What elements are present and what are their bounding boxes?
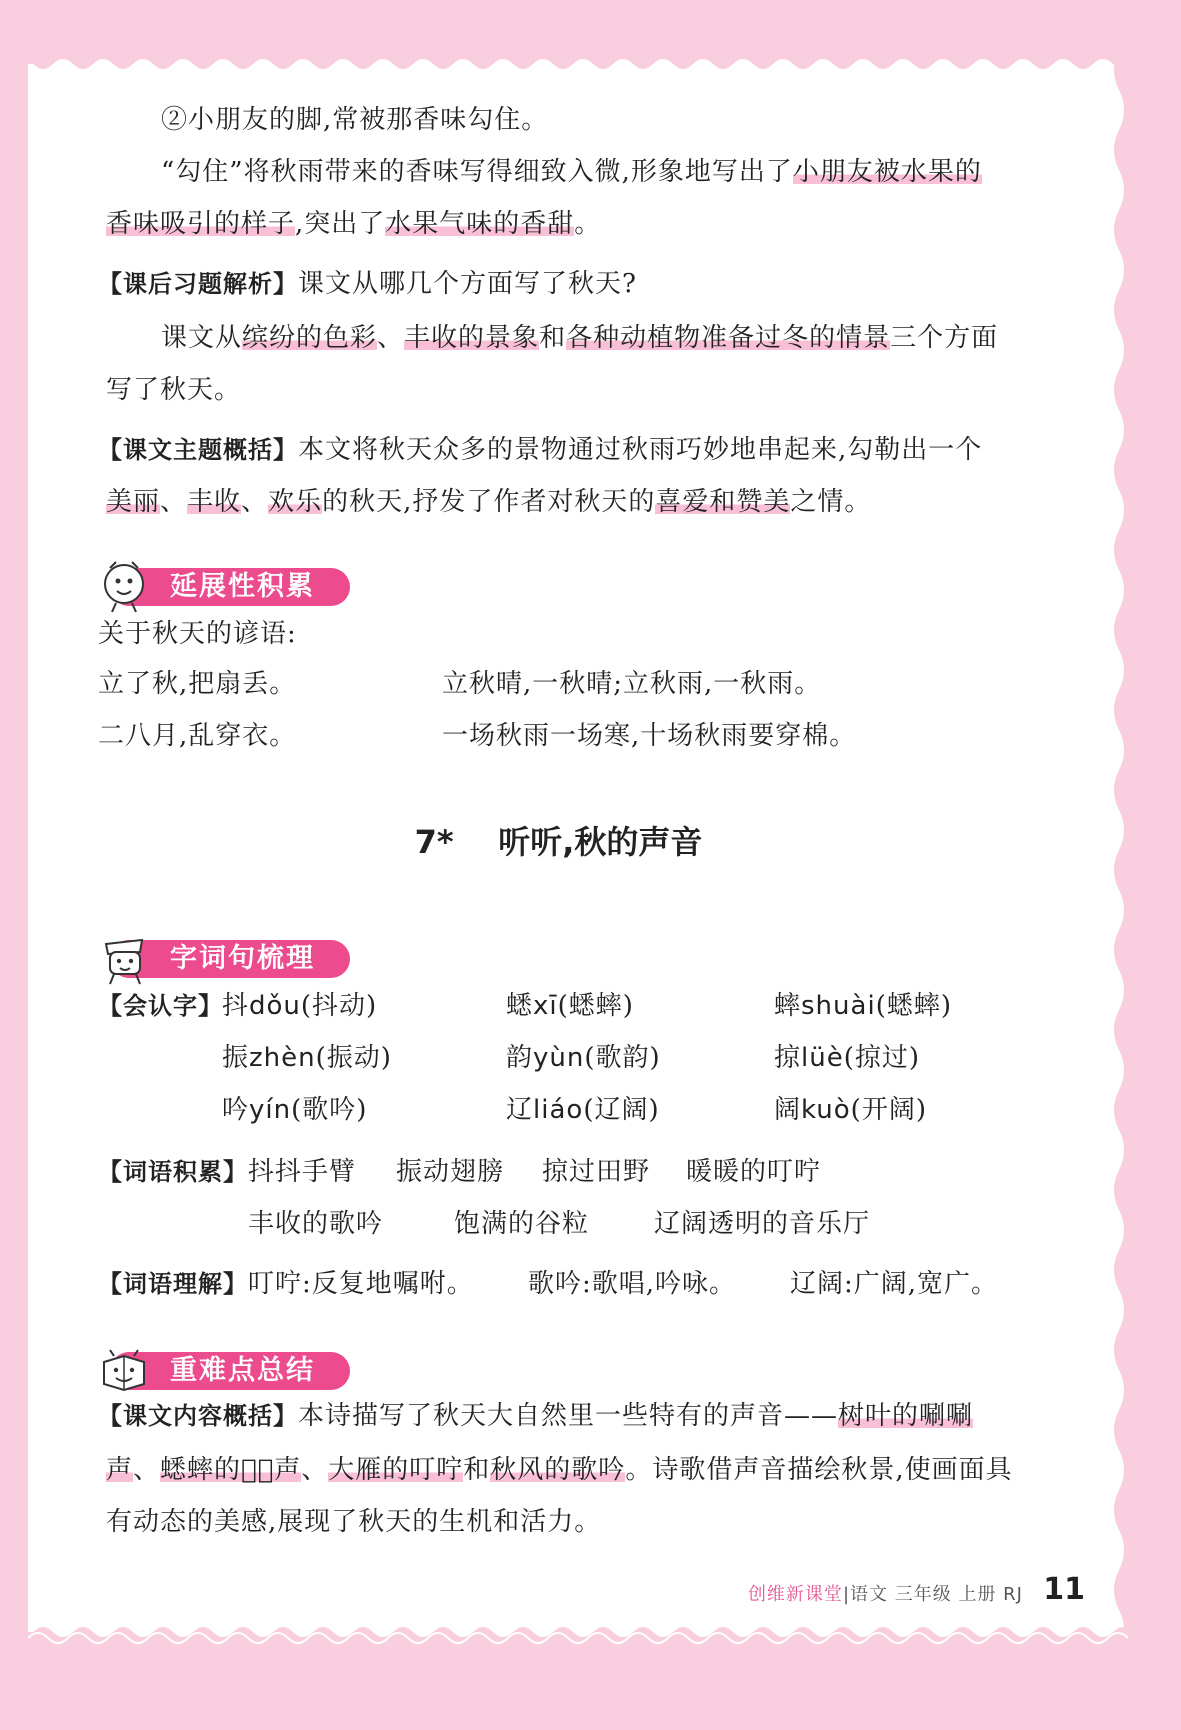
highlight: 树叶的唰唰 (838, 1401, 974, 1431)
lesson-title (76, 820, 1041, 864)
mascot-icon (96, 558, 154, 616)
analysis-line-2 (106, 204, 601, 244)
lesson-name: 听听,秋的声音 (498, 823, 703, 861)
exercise-answer-line-2: 写了秋天。 (106, 375, 242, 405)
section-title: 延展性积累 (170, 571, 315, 602)
text: ,突出了 (295, 209, 386, 239)
char: 蟋 (506, 991, 534, 1021)
text: 三个方面 (890, 323, 999, 353)
highlight: 大雁的叮咛 (328, 1455, 464, 1485)
highlight: 各种动植物准备过冬的情景 (566, 323, 891, 353)
char-item (506, 1038, 661, 1078)
char-item (774, 1090, 927, 1130)
highlight: 美丽 (106, 487, 161, 517)
word: (抖动) (300, 991, 378, 1021)
text: 和 (539, 323, 567, 353)
text: 、 (241, 487, 269, 517)
footer-info: 语文 三年级 上册 RJ (850, 1584, 1023, 1605)
pinyin: kuò (801, 1095, 851, 1125)
text: 本诗描写了秋天大自然里一些特有的声音—— (298, 1401, 839, 1431)
summary-line-2 (106, 1450, 1013, 1490)
char-item (774, 1038, 920, 1078)
meaning-1: 叮咛:反复地嘱咐。 (248, 1269, 474, 1299)
char-item (506, 986, 634, 1026)
theme-line-2 (106, 482, 871, 522)
highlight: 水果气味的香甜 (385, 209, 575, 239)
char: 振 (222, 1043, 250, 1073)
char: 阔 (774, 1095, 802, 1125)
proverb-r2c1: 二八月,乱穿衣。 (98, 721, 297, 751)
word: (歌韵) (584, 1043, 661, 1073)
proverb-r2c2: 一场秋雨一场寒,十场秋雨要穿棉。 (442, 721, 857, 751)
wavy-border-top (28, 50, 1133, 76)
proverb-intro: 关于秋天的谚语: (98, 619, 297, 649)
lesson-number: 7* (414, 823, 454, 861)
text: 和 (463, 1455, 491, 1485)
highlight: 欢乐 (268, 487, 323, 517)
exercise-question (98, 264, 637, 304)
pinyin: shuài (801, 991, 876, 1021)
example-sentence-2: ②小朋友的脚,常被那香味勾住。 (161, 105, 549, 135)
theme-line-1 (98, 430, 982, 470)
char: 掠 (774, 1043, 802, 1073)
wavy-border-right (1105, 50, 1133, 1650)
pinyin: yùn (533, 1043, 585, 1073)
highlight: 喜爱和赞美 (655, 487, 791, 517)
highlight: 香味吸引的样子 (106, 209, 296, 239)
text: 的秋天,抒发了作者对秋天的 (322, 487, 656, 517)
pinyin: yín (249, 1095, 292, 1125)
highlight: 蟋蟀的𬔸𬔸声 (160, 1455, 302, 1485)
word-item: 饱满的谷粒 (454, 1209, 590, 1239)
word: (振动) (315, 1043, 392, 1073)
meaning-line (98, 1264, 474, 1304)
highlight: 丰收的景象 (404, 323, 540, 353)
section-header-vocabulary (98, 936, 348, 980)
word: (歌吟) (291, 1095, 368, 1125)
proverb-r1c2: 立秋晴,一秋晴;立秋雨,一秋雨。 (442, 669, 822, 699)
pinyin: lüè (801, 1043, 844, 1073)
section-header-key-points (98, 1348, 348, 1392)
char: 抖 (222, 991, 250, 1021)
summary-label: 【课文内容概括】 (98, 1402, 298, 1430)
char: 韵 (506, 1043, 534, 1073)
char: 蟀 (774, 991, 802, 1021)
footer-text (748, 1580, 1023, 1606)
mascot-icon (96, 1342, 154, 1400)
question-text: 课文从哪几个方面写了秋天? (298, 269, 637, 299)
char-item (506, 1090, 660, 1130)
word-item: 丰收的歌吟 (248, 1209, 384, 1239)
text: 本文将秋天众多的景物通过秋雨巧妙地串起来,勾勒出一个 (298, 435, 983, 465)
exercise-answer-line-1 (161, 318, 998, 358)
pinyin: liáo (533, 1095, 584, 1125)
text: 。 (574, 209, 602, 239)
text: 。诗歌借声音描绘秋景,使画面具 (625, 1455, 1013, 1485)
highlight: 声 (106, 1455, 134, 1485)
highlight: 缤纷的色彩 (242, 323, 378, 353)
char: 辽 (506, 1095, 534, 1125)
section-title: 字词句梳理 (170, 943, 315, 974)
words-label (98, 1152, 248, 1192)
text: 、 (301, 1455, 329, 1485)
word: (蟋蟀) (875, 991, 952, 1021)
word: (开阔) (850, 1095, 927, 1125)
meaning-3: 辽阔:广阔,宽广。 (790, 1269, 999, 1299)
pinyin: dǒu (249, 991, 301, 1021)
text: 、 (377, 323, 405, 353)
wavy-border-bottom (28, 1616, 1133, 1650)
highlight: 丰收 (187, 487, 242, 517)
word: (辽阔) (583, 1095, 660, 1125)
section-header-extension (98, 564, 348, 608)
word-item: 暖暖的叮咛 (686, 1157, 822, 1187)
theme-label: 【课文主题概括】 (98, 436, 298, 464)
text: 、 (133, 1455, 161, 1485)
word-item: 振动翅膀 (396, 1157, 505, 1187)
pinyin: zhèn (249, 1043, 316, 1073)
exercise-label: 【课后习题解析】 (98, 270, 298, 298)
section-title: 重难点总结 (170, 1355, 315, 1386)
char-item (222, 986, 377, 1026)
word-item: 抖抖手臂 (248, 1157, 357, 1187)
char: 吟 (222, 1095, 250, 1125)
proverb-r1c1: 立了秋,把扇丢。 (98, 669, 297, 699)
summary-line-1 (98, 1396, 973, 1436)
page-number: 11 (1043, 1572, 1085, 1607)
char-item (222, 1038, 392, 1078)
highlight: 小朋友被水果的 (792, 157, 982, 187)
word-item: 掠过田野 (542, 1157, 651, 1187)
footer-brand: 创维新课堂 (747, 1584, 843, 1605)
chars-label (98, 986, 223, 1026)
label: 【词语理解】 (98, 1270, 248, 1298)
text: “勾住”将秋雨带来的香味写得细致入微,形象地写出了 (161, 157, 793, 187)
char-item (222, 1090, 367, 1130)
text: 课文从 (161, 323, 243, 353)
mascot-icon (96, 930, 154, 988)
label: 【会认字】 (98, 992, 223, 1020)
footer-separator: | (842, 1584, 851, 1605)
summary-line-3: 有动态的美感,展现了秋天的生机和活力。 (106, 1507, 602, 1537)
page-footer (0, 1572, 1181, 1612)
analysis-line-1 (161, 152, 982, 192)
word: (蟋蟀) (557, 991, 634, 1021)
meaning-2: 歌吟:歌唱,吟咏。 (528, 1269, 737, 1299)
label: 【词语积累】 (98, 1158, 248, 1186)
pinyin: xī (533, 991, 558, 1021)
word: (掠过) (843, 1043, 921, 1073)
text: 之情。 (790, 487, 872, 517)
highlight: 秋风的歌吟 (490, 1455, 626, 1485)
word-item: 辽阔透明的音乐厅 (654, 1209, 871, 1239)
char-item (774, 986, 952, 1026)
text: 、 (160, 487, 188, 517)
